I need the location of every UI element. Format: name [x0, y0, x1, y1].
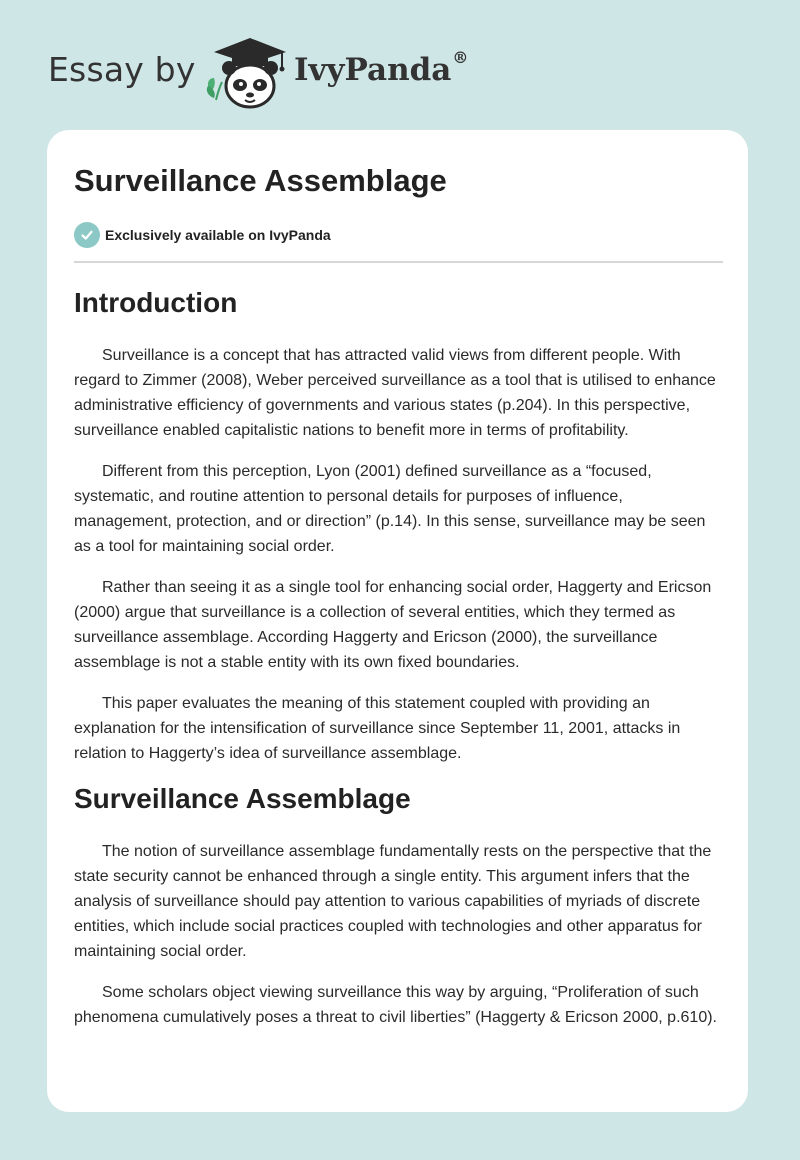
exclusive-badge [74, 222, 331, 248]
section-heading-introduction: Introduction [74, 287, 238, 318]
paragraph: This paper evaluates the meaning of this statement coupled with providing an explanation for the intensification of surveillance since September 11, 2001, attacks in relation to Haggerty’s idea of surveillance assemblage. [74, 695, 681, 762]
paragraph: Some scholars object viewing surveillance this way by arguing, “Proliferation of such phenomena cumulatively poses a threat to civil liberties” (Haggerty & Ericson 2000, p.610). [74, 984, 717, 1026]
paragraph: Different from this perception, Lyon (2001) defined surveillance as a “focused, systematic, and routine attention to personal details for purposes of influence, management, protection, and or direction” (p.14). In this sense, surveillance may be seen as a tool for maintaining social order. [74, 463, 706, 555]
badge-text: Exclusively available on IvyPanda [105, 227, 331, 243]
brand-prefix: Essay by [48, 50, 196, 89]
essay-body [74, 280, 721, 1030]
registered-mark: ® [452, 48, 469, 67]
site-header [48, 30, 548, 110]
section-heading-surveillance-assemblage: Surveillance Assemblage [74, 783, 411, 814]
paragraph: Rather than seeing it as a single tool for enhancing social order, Haggerty and Ericson (2000) argue that surveillance is a collection of several entities, which they termed as surveillance assemblage. According Haggerty and Ericson (2000), the surveillance assemblage is not a stable entity with its own fixed boundaries. [74, 579, 712, 671]
brand-name-text: IvyPanda [294, 52, 452, 88]
paragraph: The notion of surveillance assemblage fundamentally rests on the perspective that the state security cannot be enhanced through a single entity. This argument infers that the analysis of surveillance should pay attention to various capabilities of myriads of discrete entities, which include social practices coupled with technologies and other apparatus for maintaining social order. [74, 843, 712, 960]
essay-card [47, 130, 748, 1112]
check-circle-icon [74, 222, 100, 248]
title-divider [74, 261, 723, 263]
panda-graduate-icon [202, 34, 288, 112]
paragraph: Surveillance is a concept that has attracted valid views from different people. With regard to Zimmer (2008), Weber perceived surveillance as a tool that is utilised to enhance administrative efficiency of governments and various states (p.204). In this perspective, surveillance enabled capitalistic nations to benefit more in terms of profitability. [74, 347, 716, 439]
brand-name [294, 48, 469, 88]
page-title: Surveillance Assemblage [74, 163, 447, 198]
